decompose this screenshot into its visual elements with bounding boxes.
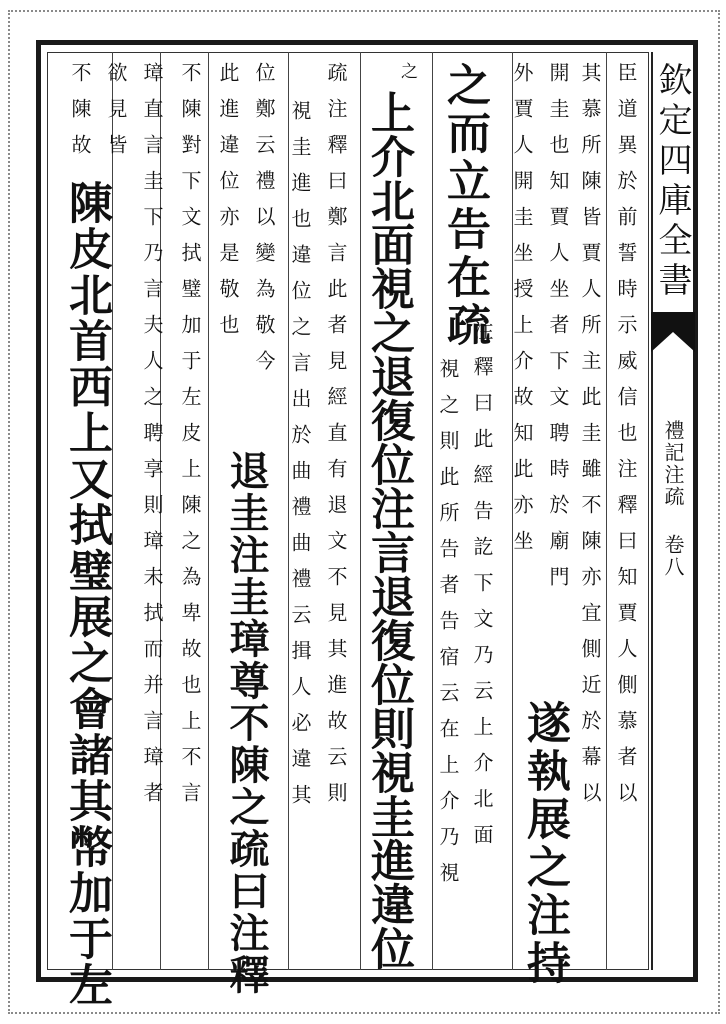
text-column: 其慕所陳皆賈人所主此圭雖不陳亦宜側近於幕以 (578, 62, 602, 818)
fish-tail-ornament-icon (651, 312, 695, 352)
volume-label: 禮記注疏 卷八 (661, 420, 685, 578)
text-column-large: 陳皮北首西上又拭璧展之會諸其幣加于左 (61, 180, 112, 1008)
text-column: 不陳對下文拭璧加于左皮上陳之為卑故也上不言 (178, 62, 202, 818)
text-column-large: 遂執展之注持 (519, 700, 570, 988)
column-divider (606, 52, 607, 970)
text-column-large: 上介北面視之退復位注言退復位則視圭進違位 (363, 90, 414, 970)
text-column: 視之則此所告者告宿云在上介乃視 (436, 358, 460, 898)
text-column: 不陳故 (68, 62, 92, 170)
column-divider (208, 52, 209, 970)
text-column-large: 退圭注圭璋尊不陳之疏曰注釋 (223, 450, 270, 996)
text-column: 位鄭云禮以變為敬今 (252, 62, 276, 386)
text-column: 欲見皆 (104, 62, 128, 170)
text-column: 注釋曰此經告訖下文乃云上介北面 (470, 320, 494, 860)
column-divider (112, 52, 113, 970)
text-column: 外賈人開圭坐授上介故知此亦坐 (510, 62, 534, 566)
text-column-large: 之而立告在疏 (439, 62, 490, 350)
text-column: 之 (397, 62, 417, 81)
text-column: 開圭也知賈人坐者下文聘時於廟門 (546, 62, 570, 602)
column-divider (432, 52, 433, 970)
text-column: 此進違位亦是敬也 (216, 62, 240, 350)
column-divider (360, 52, 361, 970)
text-column: 視圭進也違位之言出於曲禮曲禮云揖人必違其 (288, 100, 312, 820)
text-column: 璋直言圭下乃言夫人之聘享則璋未拭而并言璋者 (140, 62, 164, 818)
book-title: 欽定四庫全書 (652, 62, 692, 302)
text-column: 疏注釋曰鄭言此者見經直有退文不見其進故云則 (324, 62, 348, 818)
text-column: 臣道異於前誓時示威信也注釋曰知賈人側慕者以 (614, 62, 638, 818)
